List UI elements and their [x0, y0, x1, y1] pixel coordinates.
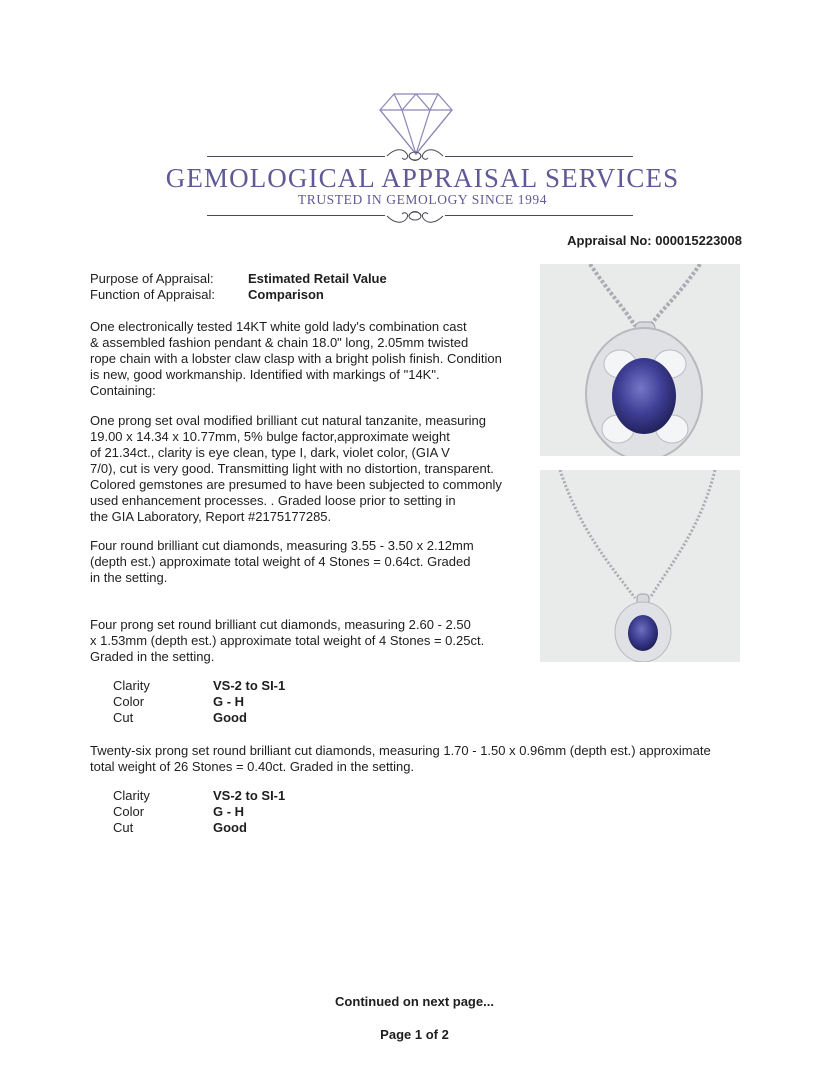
purpose-label: Purpose of Appraisal: — [90, 271, 214, 286]
pendant-with-chain-image — [540, 470, 740, 662]
pendant-closeup-image — [540, 264, 740, 456]
text-line: the GIA Laboratory, Report #2175177285. — [90, 509, 332, 524]
text-line: rope chain with a lobster claw clasp with a bright polish finish. Condition — [90, 351, 502, 366]
clarity-label: Clarity — [113, 678, 150, 693]
text-line: is new, good workmanship. Identified with markings of "14K". — [90, 367, 440, 382]
cut-label: Cut — [113, 710, 134, 725]
letterhead-bottom-rule-left — [207, 215, 385, 216]
color-value: G - H — [213, 694, 245, 709]
function-value: Comparison — [248, 287, 324, 302]
grading-b-values — [213, 678, 285, 726]
text-line: Four round brilliant cut diamonds, measuring 3.55 - 3.50 x 2.12mm — [90, 538, 474, 553]
text-line: (depth est.) approximate total weight of 4 Stones = 0.64ct. Graded — [90, 554, 471, 569]
text-line: & assembled fashion pendant & chain 18.0" long, 2.05mm twisted — [90, 335, 469, 350]
continued-note: Continued on next page... — [335, 994, 494, 1009]
text-line: 19.00 x 14.34 x 10.77mm, 5% bulge factor,approximate weight — [90, 429, 450, 444]
tanzanite-description — [90, 413, 530, 525]
cut-value: Good — [213, 710, 247, 725]
text-line: One prong set oval modified brilliant cut natural tanzanite, measuring — [90, 413, 486, 428]
cut-value: Good — [213, 820, 247, 835]
letterhead-top-rule-right — [445, 156, 633, 157]
text-line: One electronically tested 14KT white gold lady's combination cast — [90, 319, 467, 334]
text-line: Graded in the setting. — [90, 649, 215, 664]
diamonds-a-description — [90, 538, 530, 586]
text-line: Twenty-six prong set round brilliant cut diamonds, measuring 1.70 - 1.50 x 0.96mm (depth est.) approximate — [90, 743, 711, 758]
appraisal-number: Appraisal No: 000015223008 — [567, 233, 742, 248]
pendant-with-chain-photo — [540, 470, 740, 662]
purpose-value: Estimated Retail Value — [248, 271, 387, 286]
grading-b-labels — [113, 678, 150, 726]
diamonds-b-description — [90, 617, 530, 665]
letterhead-top-rule-left — [207, 156, 385, 157]
text-line: used enhancement processes. . Graded loose prior to setting in — [90, 493, 456, 508]
text-line: of 21.34ct., clarity is eye clean, type I, dark, violet color, (GIA V — [90, 445, 450, 460]
diamonds-c-description — [90, 743, 750, 775]
text-line: total weight of 26 Stones = 0.40ct. Graded in the setting. — [90, 759, 415, 774]
color-label: Color — [113, 804, 145, 819]
color-value: G - H — [213, 804, 245, 819]
text-line: 7/0), cut is very good. Transmitting light with no distortion, transparent. — [90, 461, 494, 476]
clarity-value: VS-2 to SI-1 — [213, 788, 286, 803]
text-line: in the setting. — [90, 570, 168, 585]
text-line: x 1.53mm (depth est.) approximate total weight of 4 Stones = 0.25ct. — [90, 633, 485, 648]
text-line: Containing: — [90, 383, 156, 398]
text-line: Four prong set round brilliant cut diamonds, measuring 2.60 - 2.50 — [90, 617, 471, 632]
page-number: Page 1 of 2 — [380, 1027, 449, 1042]
company-name: GEMOLOGICAL APPRAISAL SERVICES — [165, 163, 680, 193]
clarity-label: Clarity — [113, 788, 150, 803]
pendant-closeup-photo — [540, 264, 740, 456]
clarity-value: VS-2 to SI-1 — [213, 678, 286, 693]
item-description — [90, 319, 530, 399]
grading-c-labels — [113, 788, 150, 836]
grading-c-values — [213, 788, 285, 836]
text-line: Colored gemstones are presumed to have been subjected to commonly — [90, 477, 502, 492]
company-tagline: TRUSTED IN GEMOLOGY SINCE 1994 — [297, 192, 548, 207]
color-label: Color — [113, 694, 145, 709]
cut-label: Cut — [113, 820, 134, 835]
flourish-bottom-icon — [385, 206, 445, 226]
function-label: Function of Appraisal: — [90, 287, 216, 302]
letterhead-bottom-rule-right — [445, 215, 633, 216]
